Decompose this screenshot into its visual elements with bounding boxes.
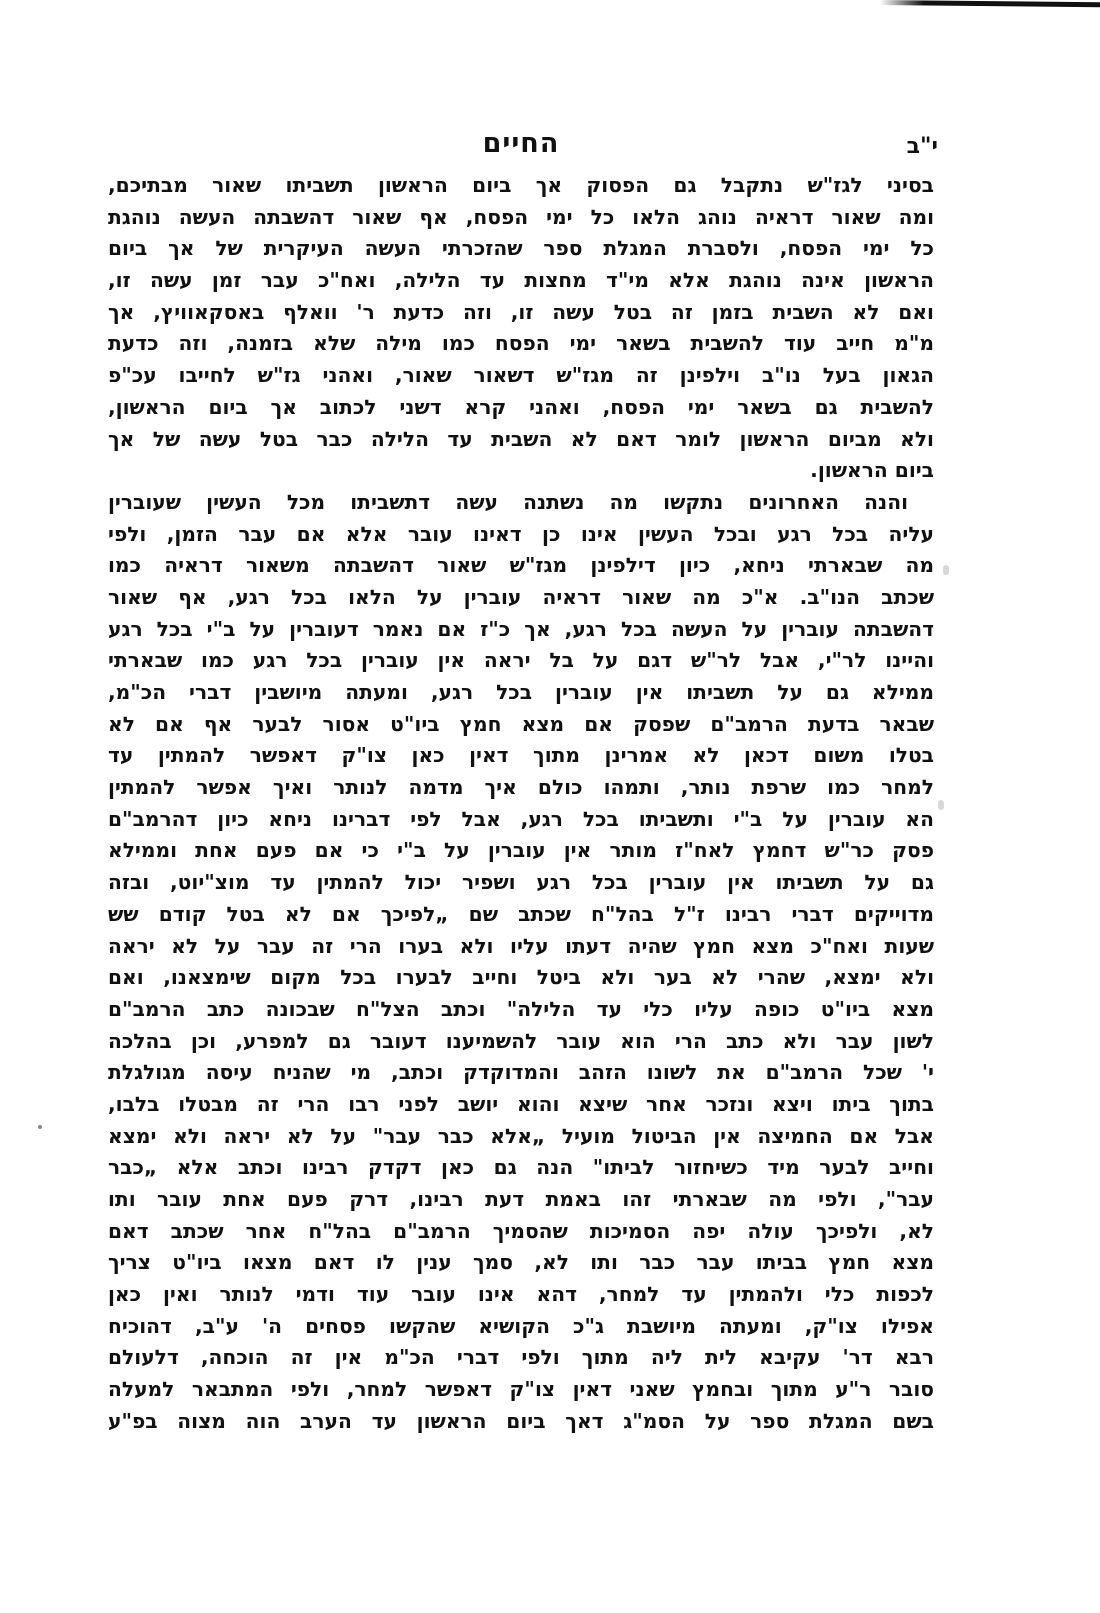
text-line: ולא מביום הראשון לומר דאם לא השבית עד הלילה כבר בטל עשה של אך [108,426,934,451]
text-line: בתוך ביתו ויצא ונזכר אחר שיצא והוא יושב לפני רבו הרי זה מבטלו בלבו, [108,1091,934,1116]
paragraph-1 [108,170,934,487]
text-line: להשבית גם בשאר ימי הפסח, ואהני קרא דשני לכתוב אך ביום הראשון, [108,394,934,419]
text-line: מה שבארתי ניחא, כיון דילפינן מגז"ש שאור דהשבתה משאור דראיה כמו [108,553,934,578]
body-text [108,170,934,1438]
text-line: והנה האחרונים נתקשו מה נשתנה עשה דתשביתו מכל העשין שעוברין [108,489,908,514]
text-line: סובר ר"ע מתוך ובחמץ שאני דאין צו"ק דאפשר למחר, ולפי המתבאר למעלה [108,1377,934,1402]
text-line: למחר כמו שרפת נותר, ותמהו כולם איך מדמה לנותר ואיך אפשר להמתין [108,775,934,800]
text-line: שכתב הנו"ב. א"כ מה שאור דראיה עוברין על הלאו בכל רגע, אף שאור [108,584,934,609]
text-line: לכפות כלי ולהמתין עד למחר, דהא אינו עובר עוד ודמי לנותר ואין כאן [108,1282,934,1307]
text-line: בסיני לגז"ש נתקבל גם הפסוק אך ביום הראשון תשביתו שאור מבתיכם, [108,173,934,197]
text-line: דהשבתה עוברין על העשה בכל רגע, אך כ"ז אם נאמר דעוברין על ב"י בכל רגע [108,616,934,641]
text-line: ואם לא השבית בזמן זה בטל עשה זו, וזה כדעת ר' וואלף באסקאוויץ, אך [108,299,934,324]
text-line: ממילא גם על תשביתו אין עוברין בכל רגע, ומעתה מיושבין דברי הכ"מ, [108,680,934,704]
scan-speck [938,800,944,810]
text-line: לשון עבר ולא כתב הרי הוא עובר להשמיענו דעובר גם למפרע, וכן בהלכה [108,1028,934,1053]
text-line: הא עוברין על ב"י ותשביתו בכל רגע, אבל לפי דברינו ניחא כיון דהרמב"ם [108,806,934,831]
text-line: ומה שאור דראיה נוהג הלאו כל ימי הפסח, אף שאור דהשבתה העשה נוהגת [108,204,934,229]
scan-speck [943,565,949,575]
scan-border-edge [880,0,1100,7]
text-line: כל ימי הפסח, ולסברת המגלת ספר שהזכרתי העשה העיקרית של אך ביום [108,236,934,261]
text-line: שעות ואח"כ מצא חמץ שהיה דעתו עליו ולא בערו הרי זה עבר על לא יראה [108,933,934,958]
document-page [108,128,938,1438]
text-line: והיינו לר"י, אבל לר"ש דגם על בל יראה אין עוברין בכל רגע כמו שבארתי [108,648,934,673]
text-line: רבא דר' עקיבא לית ליה מתוך ולפי דברי הכ"מ אין זה הוכחה, דלעולם [108,1345,934,1370]
text-line: עליה בכל רגע ובכל העשין אינו כן דאינו עובר אלא אם עבר הזמן, ולפי [108,521,934,546]
text-line: גם על תשביתו אין עוברין בכל רגע ושפיר יכול להמתין עד מוצ"יוט, ובזה [108,870,934,895]
text-line: אפילו צו"ק, ומעתה מיושבת ג"כ הקושיא שהקשו פסחים ה' ע"ב, דהוכיח [108,1313,934,1338]
text-line: מדוייקים דברי רבינו ז"ל בהל"ח שכתב שם „לפיכך אם לא בטל קודם שש [108,901,934,926]
text-line: אבל אם החמיצה אין הביטול מועיל „אלא כבר עבר" על לא יראה ולא ימצא [108,1123,934,1148]
text-line: ביום הראשון. [810,458,934,483]
page-number: י"ב [906,134,938,159]
paragraph-2 [108,487,934,1438]
text-line: ולא ימצא, שהרי לא בער ולא ביטל וחייב לבערו בכל מקום שימצאנו, ואם [108,965,934,990]
text-line: מצא ביו"ט כופה עליו כלי עד הלילה" וכתב הצל"ח שבכונה כתב הרמב"ם [108,996,934,1021]
text-line: שבאר בדעת הרמב"ם שפסק אם מצא חמץ ביו"ט אסור לבער אף אם לא [108,711,934,736]
text-line: וחייב לבער מיד כשיחזור לביתו" הנה גם כאן דקדק רבינו וכתב אלא „כבר [108,1155,934,1180]
text-line: הגאון בעל נו"ב וילפינן זה מגז"ש דשאור שאור, ואהני גז"ש לחייבו עכ"פ [108,363,934,388]
text-line: י' שכל הרמב"ם את לשונו הזהב והמדוקדק וכתב, מי שהניח עיסה מגולגלת [108,1060,934,1085]
text-line: מ"מ חייב עוד להשבית בשאר ימי הפסח כמו מילה שלא בזמנה, וזה כדעת [108,331,934,356]
page-header [108,128,938,168]
text-line: הראשון אינה נוהגת אלא מי"ד מחצות עד הלילה, ואח"כ עבר זמן עשה זו, [108,268,934,293]
text-line: עבר", ולפי מה שבארתי זהו באמת דעת רבינו, דרק פעם אחת עובר ותו [108,1187,934,1211]
text-line: פסק כר"ש דחמץ לאח"ז מותר אין עוברין על ב"י כי אם פעם אחת וממילא [108,838,934,863]
text-line: בטלו משום דכאן לא אמרינן מתוך דאין כאן צו"ק דאפשר להמתין עד [108,743,934,768]
text-line: בשם המגלת ספר על הסמ"ג דאך ביום הראשון עד הערב הוה מצוה בפ"ע [108,1408,934,1433]
scan-speck [38,1125,42,1129]
text-line: מצא חמץ בביתו עבר כבר ותו לא, סמך ענין לו דאם מצאו ביו"ט צריך [108,1250,934,1275]
text-line: לא, ולפיכך עולה יפה הסמיכות שהסמיך הרמב"ם בהל"ח אחר שכתב דאם [108,1218,934,1243]
running-title: החיים [482,128,560,159]
